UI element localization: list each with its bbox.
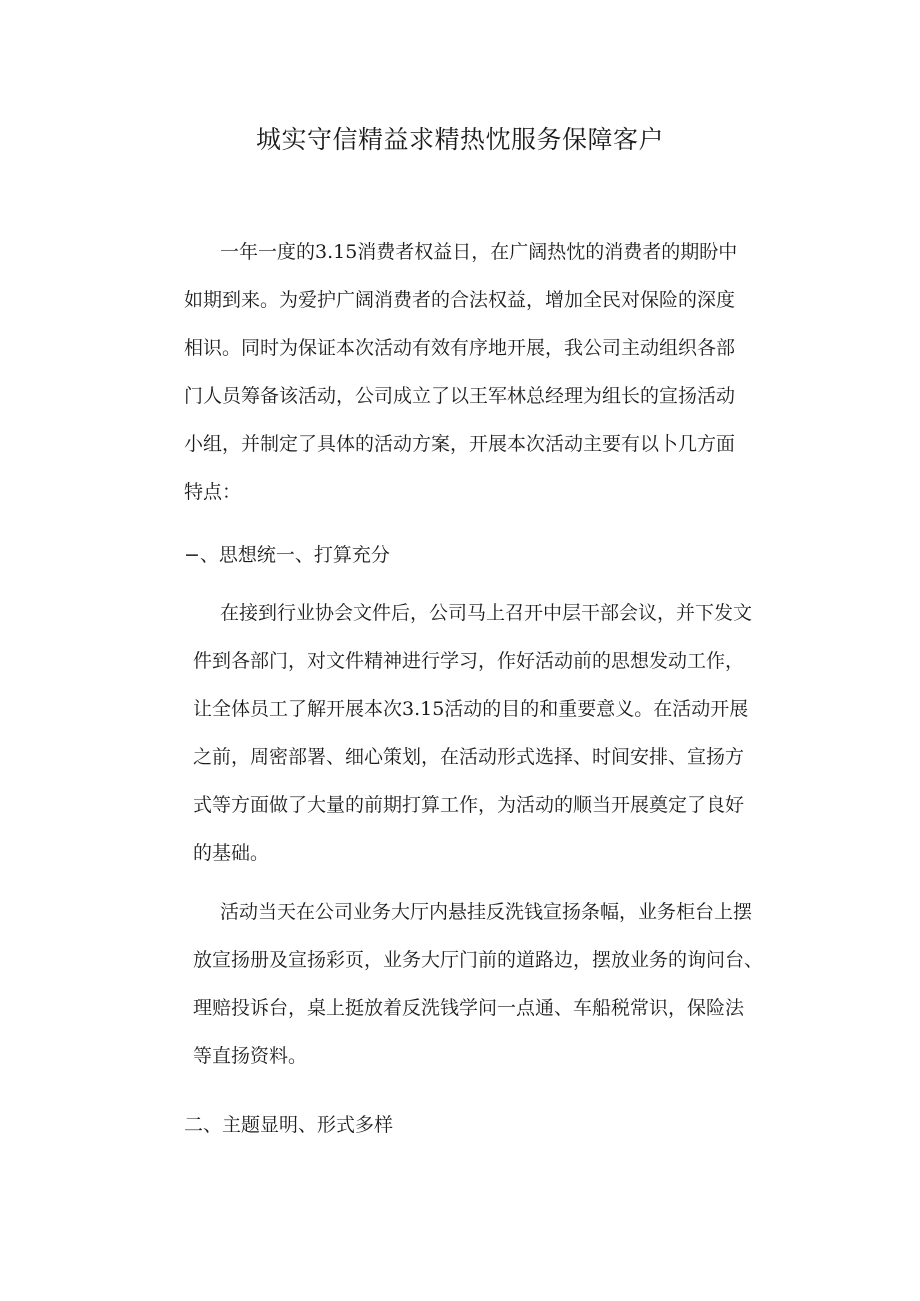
paragraph-preparation: [193, 589, 793, 877]
paragraph-intro: [184, 228, 784, 516]
paragraph-line: 件到各部门，对文件精神进行学习，作好活动前的思想发动工作，: [193, 650, 745, 672]
paragraph-line: 的基础。: [193, 842, 270, 864]
paragraph-line: 让全体员工了解开展本次3.15活动的目的和重要意义。在活动开展: [193, 698, 749, 720]
paragraph-line: 在接到行业协会文件后，公司马上召开中层干部会议，并下发文: [220, 602, 753, 624]
section-heading-2: 二、主题显明、形式多样: [184, 1114, 394, 1136]
paragraph-line: 特点：: [184, 481, 242, 503]
paragraph-line: 如期到来。为爱护广阔消费者的合法权益，增加全民对保险的深度: [184, 289, 736, 311]
section-heading-1: −、思想统一、打算充分: [184, 544, 390, 566]
paragraph-line: 式等方面做了大量的前期打算工作，为活动的顺当开展奠定了良好: [193, 794, 745, 816]
paragraph-event-day: [193, 888, 793, 1080]
paragraph-line: 等直扬资料。: [193, 1045, 308, 1067]
paragraph-line: 放宣扬册及宣扬彩页，业务大厅门前的道路边，摆放业务的询问台、: [193, 949, 764, 971]
document-title: 城实守信精益求精热忱服务保障客户: [255, 125, 664, 154]
paragraph-line: 门人员筹备该活动，公司成立了以王军林总经理为组长的宣扬活动: [184, 385, 736, 407]
paragraph-line: 小组，并制定了具体的活动方案，开展本次活动主要有以卜几方面: [184, 433, 736, 455]
paragraph-line: 之前，周密部署、细心策划，在活动形式选择、时间安排、宣扬方: [193, 746, 745, 768]
paragraph-line: 活动当天在公司业务大厅内悬挂反洗钱宣扬条幅，业务柜台上摆: [220, 901, 753, 923]
paragraph-line: 一年一度的3.15消费者权益日，在广阔热忱的消费者的期盼中: [220, 241, 738, 263]
paragraph-line: 相识。同时为保证本次活动有效有序地开展，我公司主动组织各部: [184, 337, 736, 359]
paragraph-line: 理赔投诉台，桌上挺放着反洗钱学问一点通、车船税常识，保险法: [193, 997, 745, 1019]
